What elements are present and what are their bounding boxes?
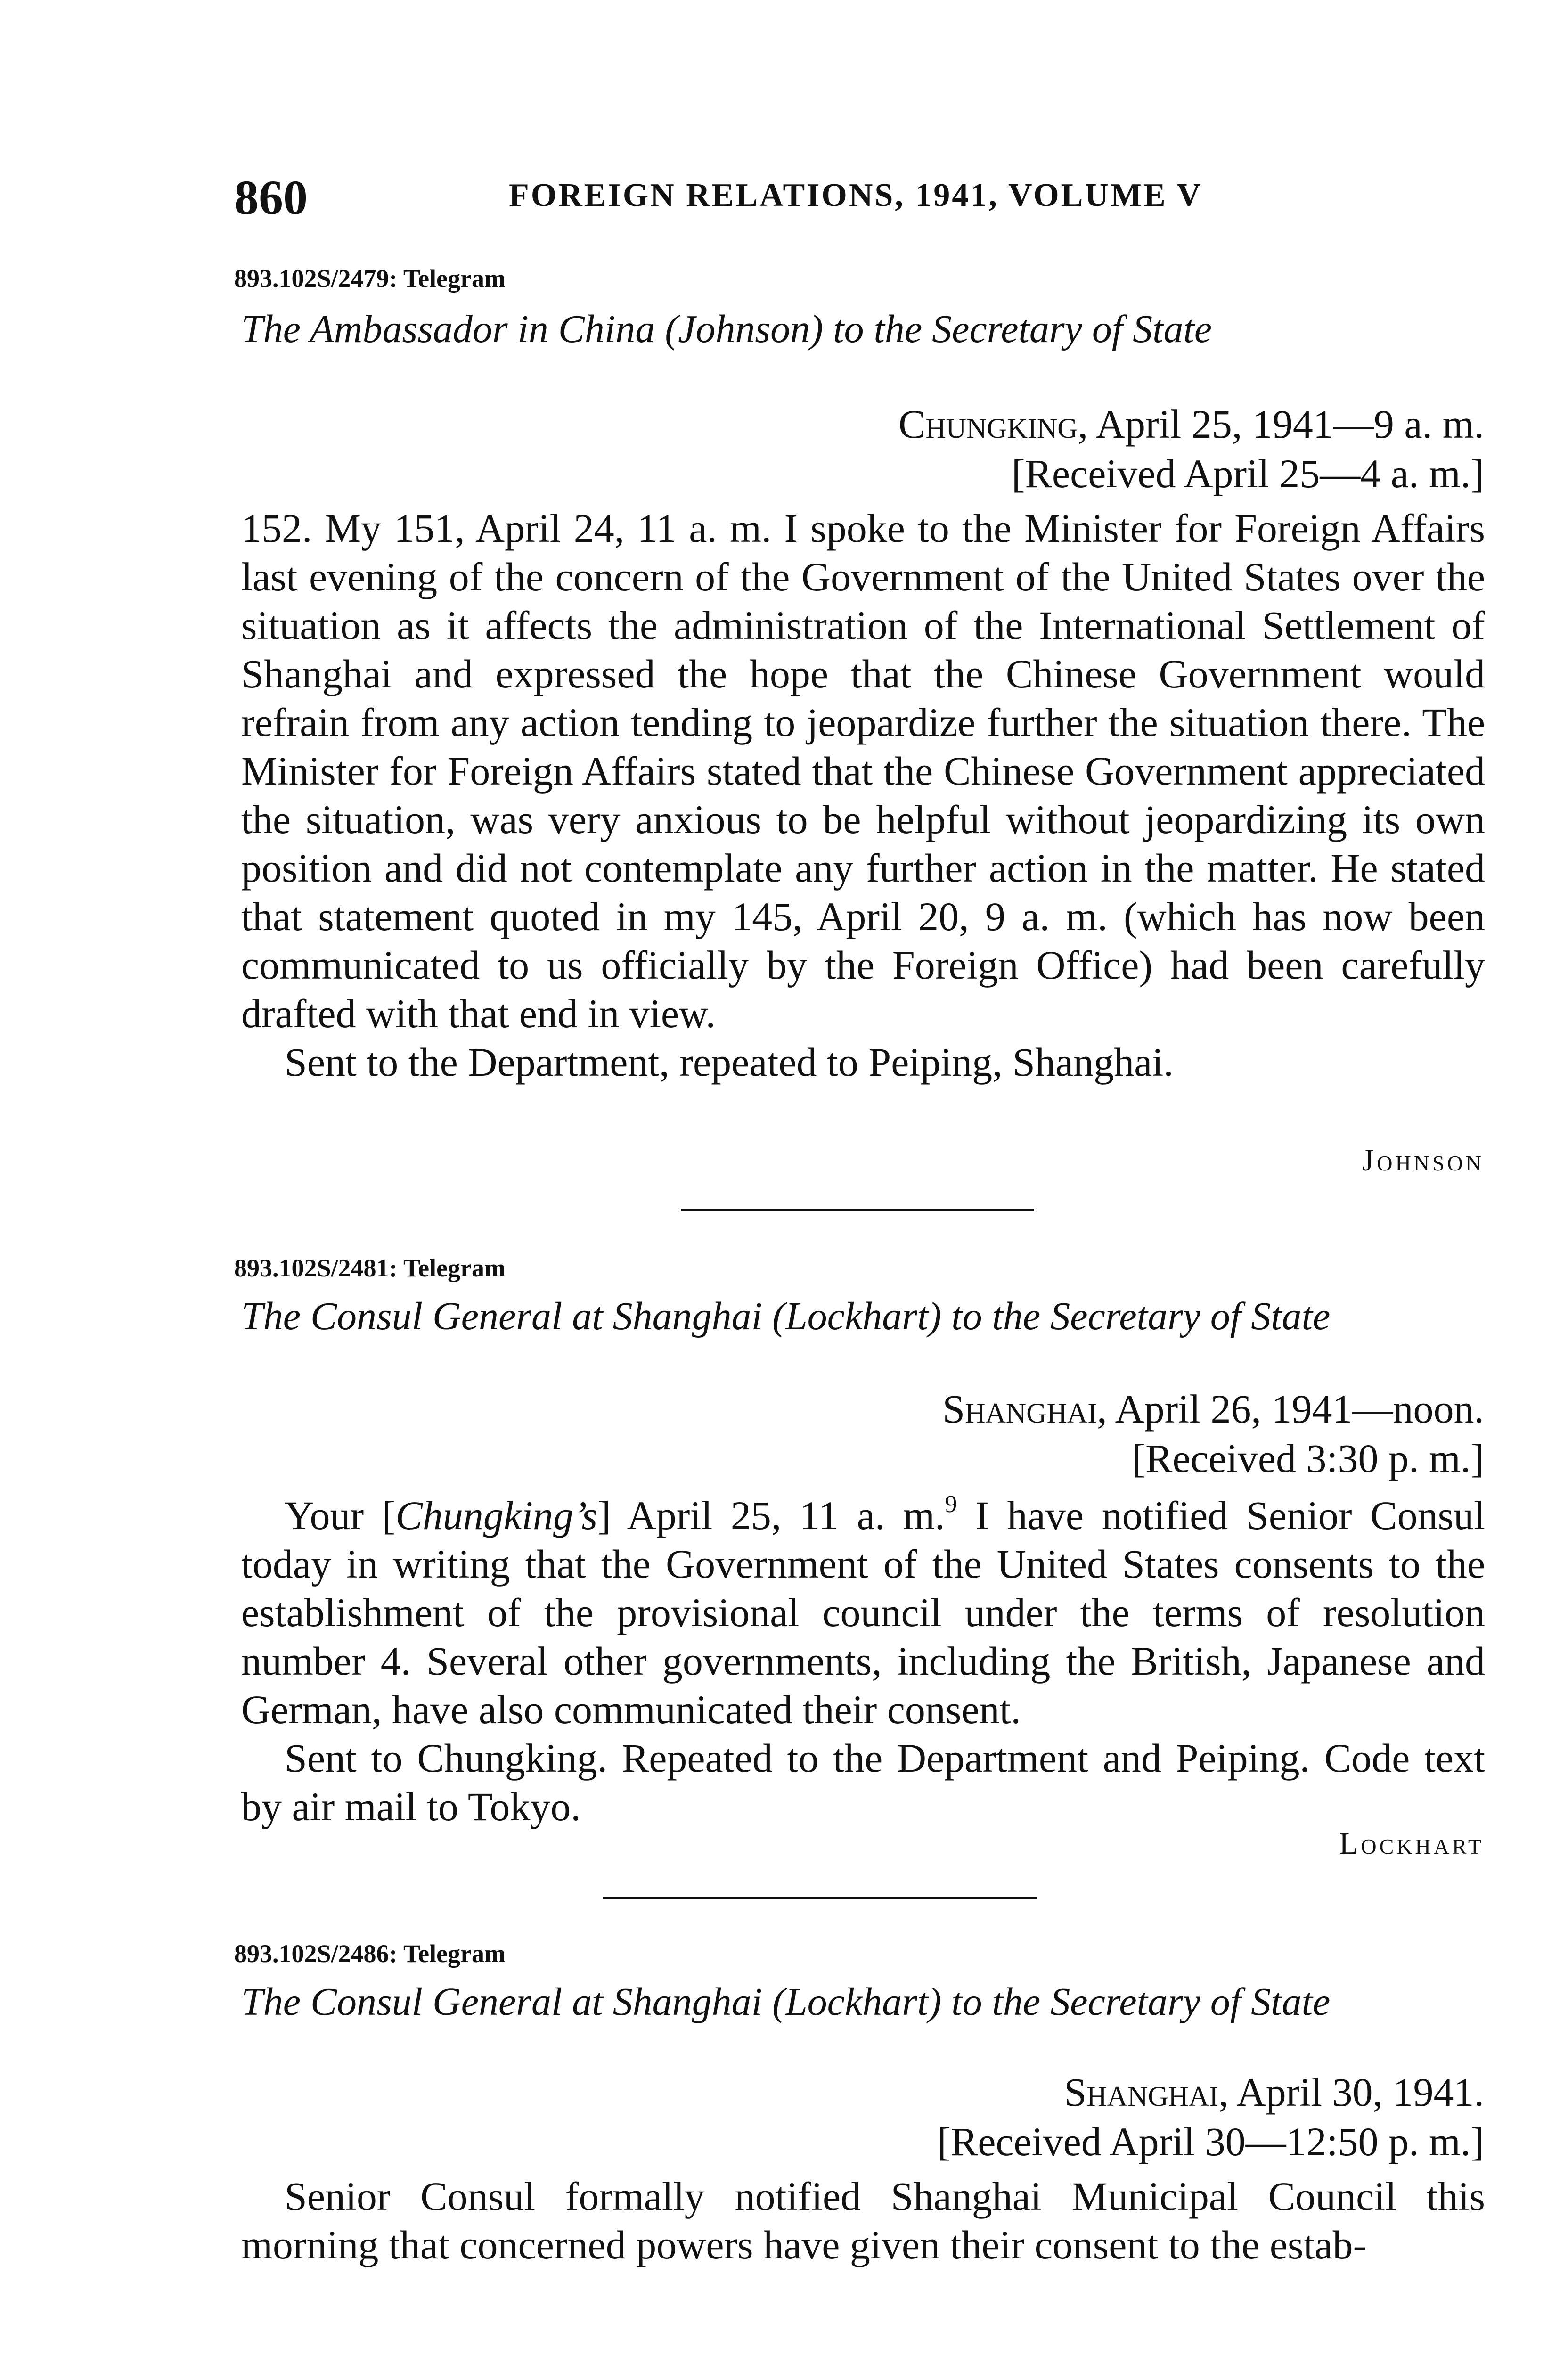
paragraph: 152. My 151, April 24, 11 a. m. I spoke to the Minister for Foreign Affairs last evening of the concern of the Government of the United States over the situation as it affects the administration of the International Settlement of Shanghai and expressed the hope that the Chinese Government would refrain from any action tending to jeopardize further the situation there. The Minister for Foreign Affairs stated that the Chinese Government appreciated the situation, was very anxious to be helpful without jeopardizing its own position and did not contemplate any further action in the matter. He stated that statement quoted in my 145, April 20, 9 a. m. (which has now been communicated to us officially by the Foreign Office) had been carefully drafted with that end in view.	[241, 506, 1485, 1036]
paragraph	[241, 1491, 1485, 1734]
text-run: ] April 25, 11 a. m.	[597, 1493, 945, 1538]
footnote-reference: 9	[945, 1491, 957, 1518]
dateline-place: Shanghai	[1064, 2070, 1219, 2115]
signature: Johnson	[1362, 1143, 1484, 1178]
page-number: 860	[234, 171, 308, 225]
paragraph: Sent to Chungking. Repeated to the Department and Peiping. Code text by air mail to Tokyo.	[241, 1735, 1485, 1829]
file-reference: 893.102S/2479: Telegram	[234, 264, 506, 293]
telegram-body	[241, 2172, 1485, 2269]
received-line: [Received 3:30 p. m.]	[1132, 1436, 1484, 1481]
telegram-body	[241, 504, 1485, 1087]
received-line: [Received April 30—12:50 p. m.]	[937, 2119, 1484, 2164]
file-reference: 893.102S/2481: Telegram	[234, 1254, 506, 1282]
file-reference: 893.102S/2486: Telegram	[234, 1939, 506, 1968]
dateline-place: Shanghai	[942, 1386, 1097, 1432]
dateline-date: , April 25, 1941—9 a. m.	[1078, 401, 1484, 447]
received-line: [Received April 25—4 a. m.]	[1011, 451, 1484, 496]
dateline	[898, 401, 1484, 448]
dateline-place: Chungking	[898, 401, 1078, 447]
paragraph: Senior Consul formally notified Shanghai Municipal Council this morning that concerned powers have given their consent to the estab-	[241, 2174, 1485, 2267]
running-title: FOREIGN RELATIONS, 1941, VOLUME V	[509, 177, 1203, 213]
dateline	[1064, 2069, 1484, 2116]
text-run: I have notified Senior Consul today in writing that the Government of the United States consents to the establishment of the provisional council under the terms of resolution number 4. Several other governments, including the British, Japanese and German, have also communicated their consent.	[241, 1493, 1485, 1732]
dateline	[942, 1385, 1484, 1432]
text-run: Your [	[285, 1493, 396, 1538]
section-divider	[681, 1209, 1034, 1211]
document-heading: The Consul General at Shanghai (Lockhart) to the Secretary of State	[241, 1294, 1331, 1338]
dateline-date: , April 26, 1941—noon.	[1097, 1386, 1484, 1432]
document-heading: The Ambassador in China (Johnson) to the Secretary of State	[241, 307, 1212, 351]
section-divider	[603, 1897, 1037, 1899]
signature: Lockhart	[1339, 1826, 1484, 1861]
telegram-body	[241, 1491, 1485, 1831]
dateline-date: , April 30, 1941.	[1218, 2070, 1484, 2115]
italic-text: Chungking’s	[395, 1493, 597, 1538]
document-heading: The Consul General at Shanghai (Lockhart) to the Secretary of State	[241, 1980, 1331, 2024]
paragraph: Sent to the Department, repeated to Peiping, Shanghai.	[285, 1039, 1174, 1085]
